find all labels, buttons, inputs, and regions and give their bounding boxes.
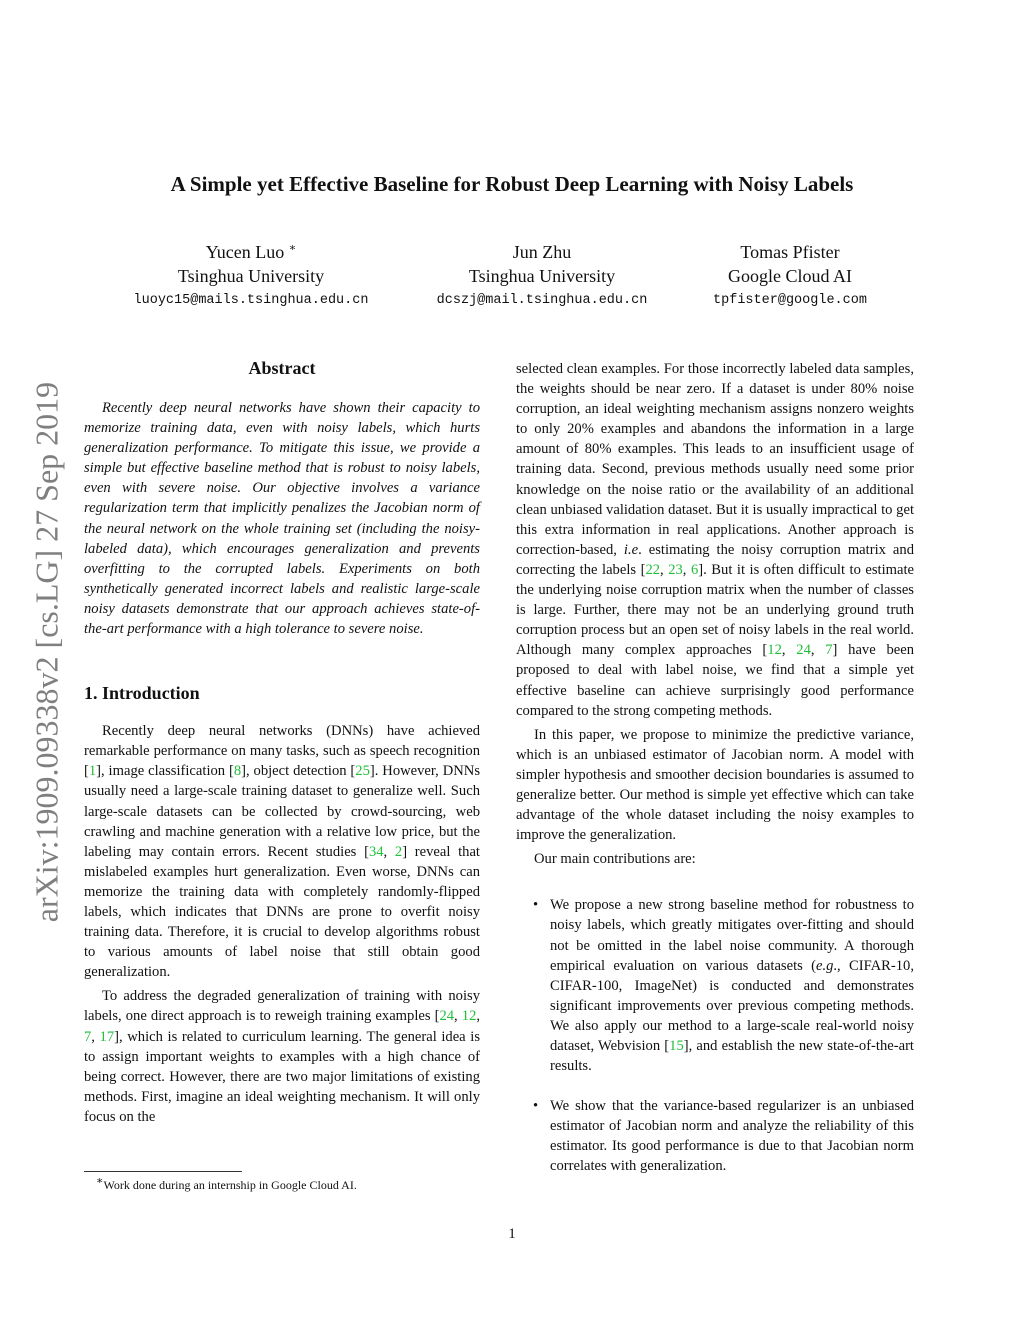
right-paragraph-1: selected clean examples. For those incorrectly labeled data samples, the weights should be near zero. If a dataset is under 80% noise corruption, an ideal weighting mechanism assigns nonzero weights to only 20% examples and abandons the information in a large amount of 80% examples. This leads to an insufficient usage of training data. Second, previous methods usually need some prior knowledge on the noise ratio or the availability of an additional clean unbiased validation dataset. But it is usually impractical to get this extra information in real applications. Another approach is correction-based, i.e. estimating the noisy corruption matrix and correcting the labels [22, 23, 6]. But it is often difficult to estimate the underlying noise corruption matrix when the number of classes is large. Further, there may not be an underlying ground truth corruption process but an open set of noisy labels in the real world. Although many complex approaches [12, 24, 7] have been proposed to deal with label noise, we find that a simple yet effective baseline can achieve surprisingly good performance compared to the strong competing methods. — [516, 361, 915, 719]
citation-link[interactable]: 24 — [439, 1008, 455, 1025]
contributions-lead: Our main contributions are: — [534, 851, 696, 868]
citation-link[interactable]: 22 — [645, 561, 661, 578]
list-item: • We show that the variance-based regularizer is an unbiased estimator of Jacobian norm and analyze the reliability of this estimator. Its good performance is due to that Jacobian norm correlates with generalization. — [533, 1098, 914, 1175]
citation-link[interactable]: 25 — [355, 763, 370, 780]
paper-title: A Simple yet Effective Baseline for Robust Deep Learning with Noisy Labels — [170, 172, 854, 196]
author-block-1 — [110, 240, 392, 310]
page-number: 1 — [508, 1226, 516, 1242]
citation-link[interactable]: 24 — [796, 642, 811, 659]
citation-link[interactable]: 7 — [825, 642, 833, 659]
citation-link[interactable]: 23 — [668, 561, 683, 578]
citation-link[interactable]: 12 — [461, 1008, 477, 1025]
intro-paragraph-2: To address the degraded generalization of training with noisy labels, one direct approach is to reweigh training examples [24, 12, 7, 17], which is related to curriculum learning. The general idea is to assign important weights to examples with a high chance of being correct. However, there are two major limitations of existing methods. First, imagine an ideal weighting mechanism. It will only focus on the — [84, 988, 481, 1125]
author-name: Yucen Luo — [205, 242, 285, 262]
citation-link[interactable]: 8 — [233, 763, 242, 780]
section-heading-introduction: 1. Introduction — [84, 683, 200, 704]
citation-link[interactable]: 7 — [84, 1028, 92, 1045]
bullet-icon: • — [533, 1098, 539, 1115]
author-email: dcszj@mail.tsinghua.edu.cn — [436, 293, 648, 308]
arxiv-stamp: arXiv:1909.09338v2 [cs.LG] 27 Sep 2019 — [28, 381, 65, 923]
author-email: tpfister@google.com — [713, 293, 867, 308]
author-affiliation: Google Cloud AI — [728, 266, 852, 286]
citation-link[interactable]: 15 — [669, 1038, 684, 1054]
left-column — [84, 356, 480, 1127]
author-block-2 — [412, 240, 672, 310]
citation-link[interactable]: 34 — [368, 843, 384, 860]
citation-link[interactable]: 12 — [767, 642, 782, 659]
bullet-icon: • — [533, 897, 539, 914]
citation-link[interactable]: 6 — [690, 561, 699, 578]
citation-link[interactable]: 17 — [99, 1028, 115, 1045]
author-name: Tomas Pfister — [740, 242, 840, 262]
author-name: Jun Zhu — [512, 242, 572, 262]
footnote-marker: ∗ — [288, 242, 297, 254]
footnote-divider — [84, 1171, 242, 1172]
footnote: ∗Work done during an internship in Google Cloud AI. — [96, 1175, 357, 1192]
intro-paragraph-1: Recently deep neural networks (DNNs) have achieved remarkable performance on many tasks, such as speech recognition [1], image classification [8], object detection [25]. However, DNNs usually need a large-scale training dataset to generalize well. Such large-scale datasets can be collected by crowd-sourcing, web crawling and machine generation with a relative low price, but the labeling may contain errors. Recent studies [34, 2] reveal that mislabeled examples hurt generalization. Even worse, DNNs can memorize the training data with completely randomly-flipped labels, which indicates that DNNs are prone to overfit noisy training data. Therefore, it is crucial to develop algorithms robust to various amounts of label noise that still obtain good generalization. — [84, 723, 481, 981]
contributions-list — [516, 895, 914, 1176]
author-block-3 — [690, 240, 890, 310]
author-affiliation: Tsinghua University — [468, 266, 616, 286]
citation-link[interactable]: 1 — [88, 763, 97, 780]
abstract-heading: Abstract — [248, 358, 316, 378]
author-affiliation: Tsinghua University — [177, 266, 325, 286]
abstract-text: Recently deep neural networks have shown their capacity to memorize training data, even with noisy labels, which hurts generalization performance. To mitigate this issue, we provide a simple but effective baseline method that is robust to noisy labels, even with severe noise. Our objective involves a variance regularization term that implicitly penalizes the Jacobian norm of the neural network on the whole training set (including the noisy-labeled data), which encourages generalization and prevents overfitting to the corrupted labels. Experiments on both synthetically generated incorrect labels and realistic large-scale noisy datasets demonstrate that our approach achieves state-of-the-art performance with a high tolerance to severe noise. — [84, 400, 480, 638]
right-paragraph-2: In this paper, we propose to minimize the predictive variance, which is an unbiased estimator of Jacobian norm. A model with simpler hypothesis and smoother decision boundaries is assumed to generalize better. Our method is simple yet effective which can take advantage of the whole dataset including the noisy examples to improve the generalization. — [516, 726, 914, 844]
right-column — [516, 359, 914, 1197]
citation-link[interactable]: 2 — [394, 843, 403, 860]
author-email: luoyc15@mails.tsinghua.edu.cn — [133, 293, 369, 308]
list-item: • We propose a new strong baseline method for robustness to noisy labels, which greatly mitigates over-fitting and should not be omitted in the label noise community. A thorough empirical evaluation on various datasets (e.g., CIFAR-10, CIFAR-100, ImageNet) is conducted and demonstrates significant improvements over previous competing methods. We also apply our method to a large-scale real-world noisy dataset, Webvision [15], and establish the new state-of-the-art results. — [533, 897, 914, 1075]
